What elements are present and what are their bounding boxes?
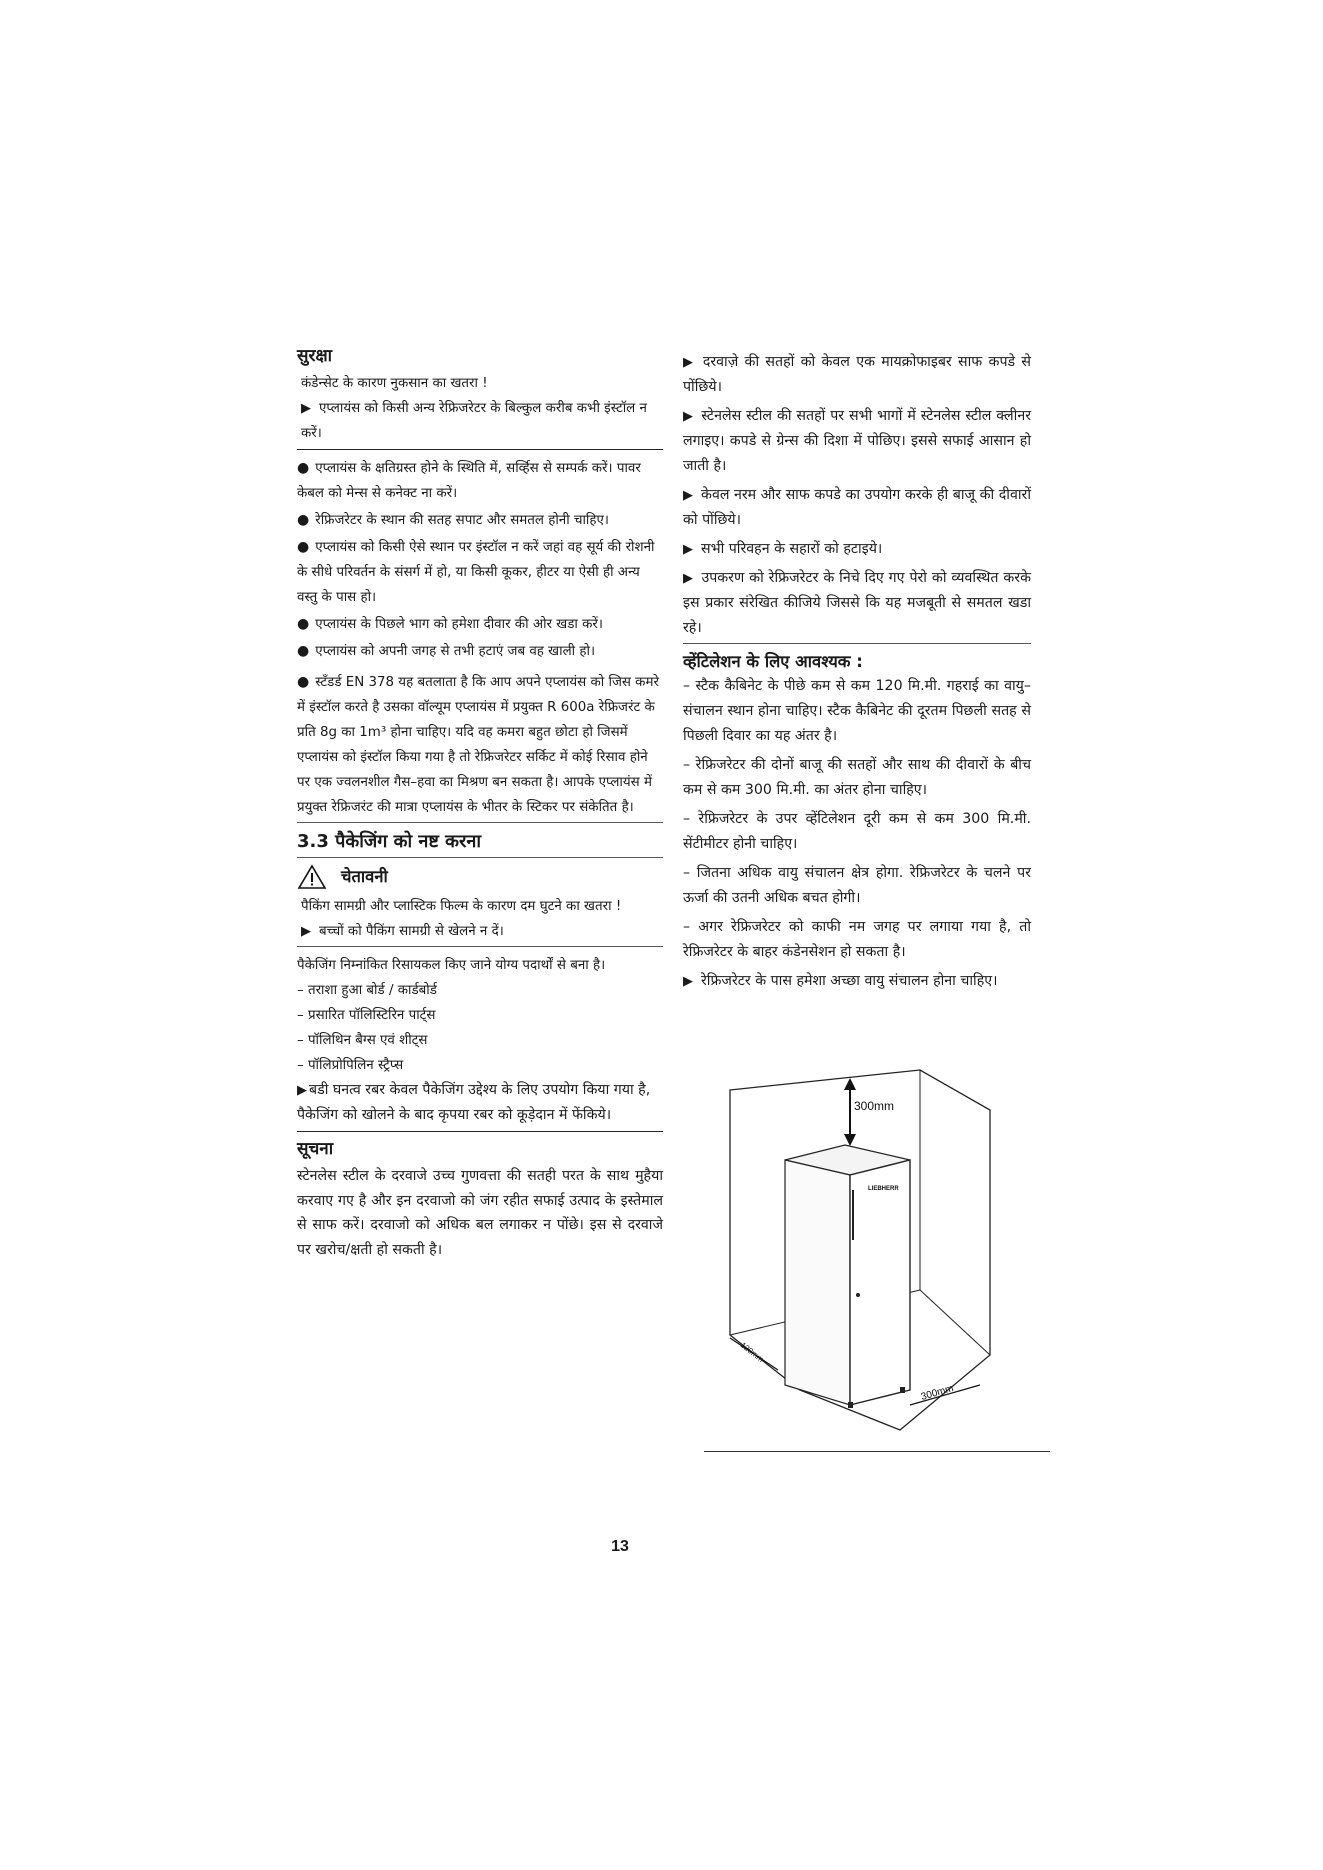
divider xyxy=(297,822,663,823)
arrow-icon: ▶ xyxy=(683,409,694,424)
bullet-icon: ● xyxy=(297,460,310,476)
notice-text: स्टेनलेस स्टील के दरवाजे उच्च गुणवत्ता की सतही परत के साथ मुहैया करवाए गए है और इन दरवाजो को जंग रहीत सफाई उत्पाद के इस्तेमाल से साफ करें। दरवाजो को अधिक बल लगाकर न पोंछे। इस से दरवाजे पर खरोच/क्षती हो सकती है। xyxy=(297,1168,663,1258)
bullet-item xyxy=(297,508,663,533)
divider xyxy=(297,1131,663,1132)
clearance-diagram xyxy=(700,1060,1060,1460)
packaging-warning-text: पैकिंग सामग्री और प्लास्टिक फिल्म के कारण दम घुटने का खतरा ! xyxy=(301,899,622,914)
arrow-icon: ▶ xyxy=(683,355,695,370)
bullet-icon: ● xyxy=(297,512,310,528)
fridge-brand-logo: LIEBHERR xyxy=(868,1186,899,1192)
divider xyxy=(683,643,1031,644)
bullet-icon: ● xyxy=(297,616,310,632)
warning-triangle-icon xyxy=(297,864,327,890)
bullet-icon: ● xyxy=(297,539,310,555)
ventilation-closing xyxy=(683,969,1031,994)
fridge-foot xyxy=(900,1387,905,1393)
packaging-warning-row xyxy=(297,864,663,890)
back-clearance-label: 120mm xyxy=(738,1340,766,1365)
page-number: 13 xyxy=(611,1538,629,1555)
ventilation-item: – रेफ्रिजरेटर के उपर व्हेंटिलेशन दूरी कम से कम 300 मि.मी. सेंटीमीटर होनी चाहिए। xyxy=(683,811,1031,852)
bullet-text: एप्लायंस को अपनी जगह से तभी हटाएं जब वह खाली हो। xyxy=(315,644,596,659)
arrow-icon: ▶ xyxy=(297,1083,307,1098)
arrow-icon: ▶ xyxy=(301,401,311,416)
left-column xyxy=(297,345,663,1262)
arrow-icon: ▶ xyxy=(683,542,693,557)
safety-warning-action xyxy=(297,396,663,446)
warning-label: चेतावनी xyxy=(341,867,388,886)
ventilation-item: – अगर रेफ्रिजरेटर को काफी नम जगह पर लगाया गया है, तो रेफ्रिजरेटर के बाहर कंडेनसेशन हो सकता है। xyxy=(683,919,1031,960)
packaging-material: – पॉलिथिन बैग्स एवं शीट्स xyxy=(297,1033,428,1048)
instruction-item xyxy=(683,566,1031,641)
divider xyxy=(297,946,663,947)
packaging-material: – पॉलिप्रोपिलिन स्ट्रैप्स xyxy=(297,1058,404,1073)
bullet-text: एप्लायंस के पिछले भाग को हमेशा दीवार की ओर खडा करें। xyxy=(315,617,603,632)
figure-divider xyxy=(704,1451,1050,1452)
arrow-icon: ▶ xyxy=(301,924,311,939)
bullet-item xyxy=(297,639,663,664)
safety-warning-action-text: एप्लायंस को किसी अन्य रेफ्रिजरेटर के बिल्कुल करीब कभी इंस्टॉल न करें। xyxy=(301,401,647,441)
rubber-note-text: बडी घनत्व रबर केवल पैकेजिंग उद्देश्य के लिए उपयोग किया गया है, पैकेजिंग को खोलने के बाद कृपया रबर को कूड़ेदान में फेंकिये। xyxy=(297,1082,651,1123)
instruction-text: स्टेनलेस स्टील की सतहों पर सभी भागों में स्टेनलेस स्टील क्लीनर लगाइए। कपडे से ग्रेन्स की दिशा में पोछिए। इससे सफाई आसान हो जाती है। xyxy=(683,408,1031,474)
instruction-item xyxy=(683,404,1031,479)
instruction-item xyxy=(683,537,1031,562)
divider xyxy=(297,449,663,450)
instruction-item xyxy=(683,350,1031,400)
packaging-warning-action xyxy=(297,919,663,944)
bullet-text: एप्लायंस को किसी ऐसे स्थान पर इंस्टॉल न करें जहां वह सूर्य की रोशनी के सीधे परिवर्तन के संसर्ग में हो, या किसी कूकर, हीटर या ऐसी ही अन्य वस्तु के पास हो। xyxy=(297,540,655,605)
fridge-lock-icon xyxy=(856,1293,860,1297)
bullet-item xyxy=(297,456,663,506)
bullet-item xyxy=(297,535,663,610)
bullet-text: स्टँडर्ड EN 378 यह बतलाता है कि आप अपने एप्लायंस को जिस कमरे में इंस्टॉल करते है उसका वॉल्यूम एप्लायंस में प्रयुक्त R 600a रेफ्रिजरंट के प्रति 8g का 1m³ होना चाहिए। यदि वह कमरा बहुत छोटा हो जिसमें एप्लायंस को इंस्टॉल किया गया है तो रेफ्रिजरेटर सर्किट में कोई रिसाव होने पर एक ज्वलनशील गैस–हवा का मिश्रण बन सकता है। आपके एप्लायंस में प्रयुक्त रेफ्रिजरंट की मात्रा एप्लायंस के भीतर के स्टिकर पर संकेतित है। xyxy=(297,675,659,815)
instruction-item xyxy=(683,483,1031,533)
bullet-icon: ● xyxy=(297,643,310,659)
bullet-text: रेफ्रिजरेटर के स्थान की सतह सपाट और समतल होनी चाहिए। xyxy=(315,513,609,528)
packaging-material: – तराशा हुआ बोर्ड / कार्डबोर्ड xyxy=(297,983,437,998)
bullet-item xyxy=(297,612,663,637)
notice-heading: सूचना xyxy=(297,1139,334,1159)
divider xyxy=(297,857,663,858)
top-clearance-label: 300mm xyxy=(854,1099,895,1113)
rubber-note xyxy=(297,1078,663,1128)
side-clearance-label: 300mm xyxy=(919,1383,955,1403)
safety-heading: सुरक्षा xyxy=(297,346,333,366)
bullet-item xyxy=(297,670,663,820)
fridge-door xyxy=(850,1160,910,1405)
safety-warning-text: कंडेन्सेट के कारण नुकसान का खतरा ! xyxy=(301,376,488,391)
packaging-intro: पैकेजिंग निम्नांकित रिसायकल किए जाने योग्य पदार्थों से बना है। xyxy=(297,958,606,973)
arrow-icon: ▶ xyxy=(683,488,694,503)
packaging-warning-action-text: बच्चों को पैकिंग सामग्री से खेलने न दें। xyxy=(319,924,504,939)
instruction-text: उपकरण को रेफ्रिजरेटर के निचे दिए गए पेरो को व्यवस्थित करके इस प्रकार संरेखित कीजिये जिससे कि यह मजबूती से समतल खडा रहे। xyxy=(683,570,1032,636)
ventilation-item: – जितना अधिक वायु संचालन क्षेत्र होगा. रेफ्रिजरेटर के चलने पर ऊर्जा की उतनी अधिक बचत होगी। xyxy=(683,865,1031,906)
packaging-material: – प्रसारित पॉलिस्टिरिन पार्ट्स xyxy=(297,1008,436,1023)
arrow-icon: ▶ xyxy=(683,571,694,586)
fridge-foot xyxy=(848,1402,853,1408)
instruction-text: केवल नरम और साफ कपडे का उपयोग करके ही बाजू की दीवारों को पोंछिये। xyxy=(683,487,1031,528)
bullet-icon: ● xyxy=(297,674,310,690)
right-column xyxy=(683,350,1031,994)
bullet-text: एप्लायंस के क्षतिग्रस्त होने के स्थिति में, सर्व्हिस से सम्पर्क करें। पावर केबल को मेन्स से कनेक्ट ना करें। xyxy=(297,461,641,501)
ventilation-item: – रेफ्रिजरेटर की दोनों बाजू की सतहों और साथ की दीवारों के बीच कम से कम 300 मि.मी. का अंतर होना चाहिए। xyxy=(683,757,1031,798)
ventilation-closing-text: रेफ्रिजरेटर के पास हमेशा अच्छा वायु संचालन होना चाहिए। xyxy=(701,973,998,989)
packaging-title: 3.3 पैकेजिंग को नष्ट करना xyxy=(297,831,481,852)
fridge-side xyxy=(785,1160,850,1405)
arrow-icon: ▶ xyxy=(683,974,693,989)
instruction-text: सभी परिवहन के सहारों को हटाइये। xyxy=(701,541,883,557)
ventilation-title: व्हेंटिलेशन के लिए आवश्यक : xyxy=(683,652,863,671)
instruction-text: दरवाज़े की सतहों को केवल एक मायक्रोफाइबर साफ कपडे से पोंछिये। xyxy=(683,354,1032,395)
ventilation-item: – स्टैक कैबिनेट के पीछे कम से कम 120 मि.मी. गहराई का वायु–संचालन स्थान होना चाहिए। स्टैक कैबिनेट की दूरतम पिछली सतह से पिछली दिवार का यह अंतर है। xyxy=(683,678,1031,744)
